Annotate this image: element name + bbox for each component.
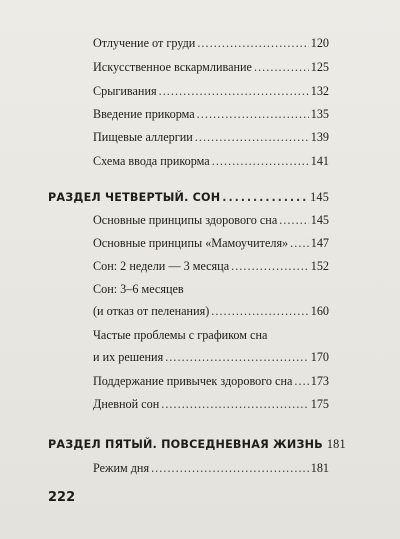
toc-entry-title: Пищевые аллергии — [93, 130, 193, 144]
toc-entry-title: Режим дня — [93, 461, 150, 475]
dot-leader — [211, 304, 308, 318]
toc-entry-title: Основные принципы здорового сна — [93, 213, 278, 227]
dot-leader — [197, 107, 309, 121]
toc-entry-page: 152 — [310, 259, 329, 273]
dot-leader — [231, 259, 309, 273]
section-title: РАЗДЕЛ ЧЕТВЕРТЫЙ. СОН — [48, 191, 221, 204]
dot-leader — [195, 130, 309, 144]
toc-entry-title: (и отказ от пеленания) — [93, 304, 210, 318]
toc-entry — [93, 304, 329, 318]
toc-entry-title: Введение прикорма — [93, 107, 195, 121]
dot-leader — [159, 84, 309, 98]
toc-entry — [93, 374, 329, 388]
toc-entry-page: 175 — [310, 397, 329, 411]
toc-entry-title: Схема ввода прикорма — [93, 154, 210, 168]
toc-entry-title: Основные принципы «Мамоучителя» — [93, 236, 289, 250]
toc-entry-page: 120 — [310, 36, 329, 50]
toc-entry-title: Частые проблемы с графиком сна — [93, 328, 268, 342]
toc-entry — [93, 350, 329, 364]
toc-section-heading — [48, 437, 346, 452]
dot-leader — [197, 36, 308, 50]
dot-leader — [222, 191, 308, 205]
toc-entry-page: 132 — [310, 84, 329, 98]
toc-entry-page: 141 — [310, 154, 329, 168]
toc-entry-page: 181 — [310, 461, 329, 475]
toc-entry — [93, 130, 329, 144]
dot-leader — [290, 236, 309, 250]
toc-entry — [93, 259, 329, 273]
dot-leader — [165, 350, 309, 364]
toc-entry-title: Искусственное вскармливание — [93, 60, 252, 74]
toc-entry-title: Срыгивания — [93, 84, 157, 98]
toc-entry — [93, 397, 329, 411]
page-number: 222 — [48, 490, 76, 505]
toc-entry — [93, 236, 329, 250]
section-title: РАЗДЕЛ ПЯТЫЙ. ПОВСЕДНЕВНАЯ ЖИЗНЬ — [48, 438, 323, 451]
toc-entry-page: 135 — [310, 107, 329, 121]
toc-entry-page: 145 — [310, 213, 329, 227]
toc-entry-title: Поддержание привычек здорового сна — [93, 374, 293, 388]
toc-entry — [93, 213, 329, 227]
dot-leader — [151, 461, 309, 475]
toc-entry — [93, 60, 329, 74]
toc-entry-title: Сон: 2 недели — 3 месяца — [93, 259, 230, 273]
toc-section-heading — [48, 190, 329, 205]
dot-leader — [279, 213, 308, 227]
toc-entry — [93, 84, 329, 98]
toc-entry-page: 170 — [310, 350, 329, 364]
toc-entry-page: 173 — [310, 374, 329, 388]
toc-entry — [93, 154, 329, 168]
section-page: 145 — [310, 190, 329, 204]
toc-entry — [93, 461, 329, 475]
dot-leader — [161, 397, 309, 411]
dot-leader — [254, 60, 309, 74]
dot-leader — [212, 154, 309, 168]
toc-entry-page: 125 — [310, 60, 329, 74]
toc-entry-page: 139 — [310, 130, 329, 144]
toc-entry-page: 160 — [310, 304, 329, 318]
toc-entry-title: Сон: 3–6 месяцев — [93, 282, 184, 296]
dot-leader — [294, 374, 308, 388]
toc-entry-title: Отлучение от груди — [93, 36, 196, 50]
toc-entry — [93, 36, 329, 50]
section-page: 181 — [326, 437, 346, 451]
toc-entry-title: Дневной сон — [93, 397, 160, 411]
toc-entry-title: и их решения — [93, 350, 164, 364]
toc-entry — [93, 107, 329, 121]
toc-entry-page: 147 — [310, 236, 329, 250]
